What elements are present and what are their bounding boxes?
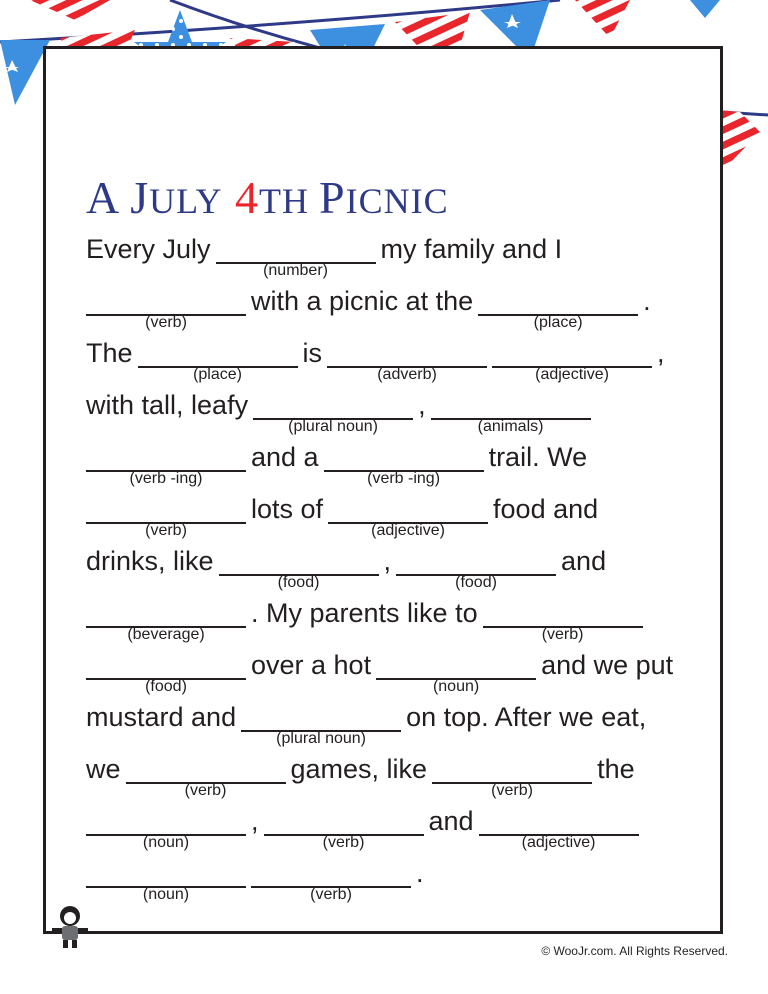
story-line xyxy=(0,804,768,851)
story-text: with a picnic at the xyxy=(251,286,474,316)
blank-hint: (noun) xyxy=(432,678,480,695)
story-text: , xyxy=(251,806,259,836)
story-text: on top. After we eat, xyxy=(406,702,647,732)
blank-hint: (verb) xyxy=(541,626,584,643)
story-line xyxy=(0,752,768,799)
blank-hint: (place) xyxy=(533,314,583,331)
story-text: the xyxy=(597,754,635,784)
woojr-mascot-icon xyxy=(48,902,96,950)
story-text: The xyxy=(86,338,133,368)
story-line xyxy=(0,440,768,487)
blank-hint: (verb) xyxy=(322,834,365,851)
page-title: A JULY 4TH PICNIC xyxy=(86,172,449,223)
story-line xyxy=(0,648,768,695)
story-line xyxy=(0,232,768,279)
story-line xyxy=(0,856,768,903)
blank-hint: (adjective) xyxy=(521,834,596,851)
blank-hint: (place) xyxy=(193,366,242,383)
story-text: and xyxy=(561,546,607,576)
blank-hint: (food) xyxy=(455,574,497,591)
story-text: . xyxy=(643,286,651,316)
story-text: over a hot xyxy=(251,650,372,680)
blank-hint: (verb) xyxy=(145,522,187,539)
story-text: . xyxy=(416,858,424,888)
story-text: mustard and xyxy=(86,702,237,732)
story-text: , xyxy=(383,546,392,576)
blank-hint: (verb) xyxy=(184,782,227,799)
story-line xyxy=(0,596,768,643)
story-line xyxy=(0,388,768,435)
blank-hint: (animals) xyxy=(477,418,544,435)
blank-hint: (beverage) xyxy=(127,626,205,643)
story-line xyxy=(0,336,768,383)
story-line xyxy=(0,544,768,591)
blank-hint: (verb) xyxy=(145,314,187,331)
story-text: . My parents like to xyxy=(251,598,478,628)
story-text: food and xyxy=(493,494,599,524)
blank-hint: (food) xyxy=(277,574,320,591)
blank-hint: (adjective) xyxy=(535,366,609,383)
story-text: and xyxy=(428,806,474,836)
story-text: , xyxy=(657,338,665,368)
story-text: is xyxy=(302,338,323,368)
story-line xyxy=(0,492,768,539)
story-text: and we put xyxy=(541,650,674,680)
blank-hint: (food) xyxy=(145,678,187,695)
blank-hint: (noun) xyxy=(142,834,190,851)
blank-hint: (plural noun) xyxy=(288,418,378,435)
blank-hint: (plural noun) xyxy=(276,730,366,747)
story-text: and a xyxy=(251,442,319,472)
story-text: my family and I xyxy=(380,234,563,264)
story-line xyxy=(0,284,768,331)
story-text: lots of xyxy=(251,494,324,524)
blank-hint: (verb -ing) xyxy=(129,470,203,487)
story-text: Every July xyxy=(86,234,211,264)
story-text: games, like xyxy=(290,754,428,784)
blank-hint: (adverb) xyxy=(377,366,437,383)
story-text: drinks, like xyxy=(86,546,214,576)
blank-hint: (verb) xyxy=(310,886,352,903)
blank-hint: (noun) xyxy=(142,886,190,903)
copyright-notice: © WooJr.com. All Rights Reserved. xyxy=(541,944,728,958)
blank-hint: (number) xyxy=(263,262,328,279)
story-text: , xyxy=(418,390,426,420)
story-line xyxy=(0,700,768,747)
blank-hint: (verb -ing) xyxy=(367,470,441,487)
title-four: 4 xyxy=(234,172,259,223)
story-text: with tall, leafy xyxy=(86,390,249,420)
story-text: trail. We xyxy=(488,442,588,472)
story-text: we xyxy=(86,754,121,784)
blank-hint: (adjective) xyxy=(371,522,445,539)
blank-hint: (verb) xyxy=(491,782,533,799)
